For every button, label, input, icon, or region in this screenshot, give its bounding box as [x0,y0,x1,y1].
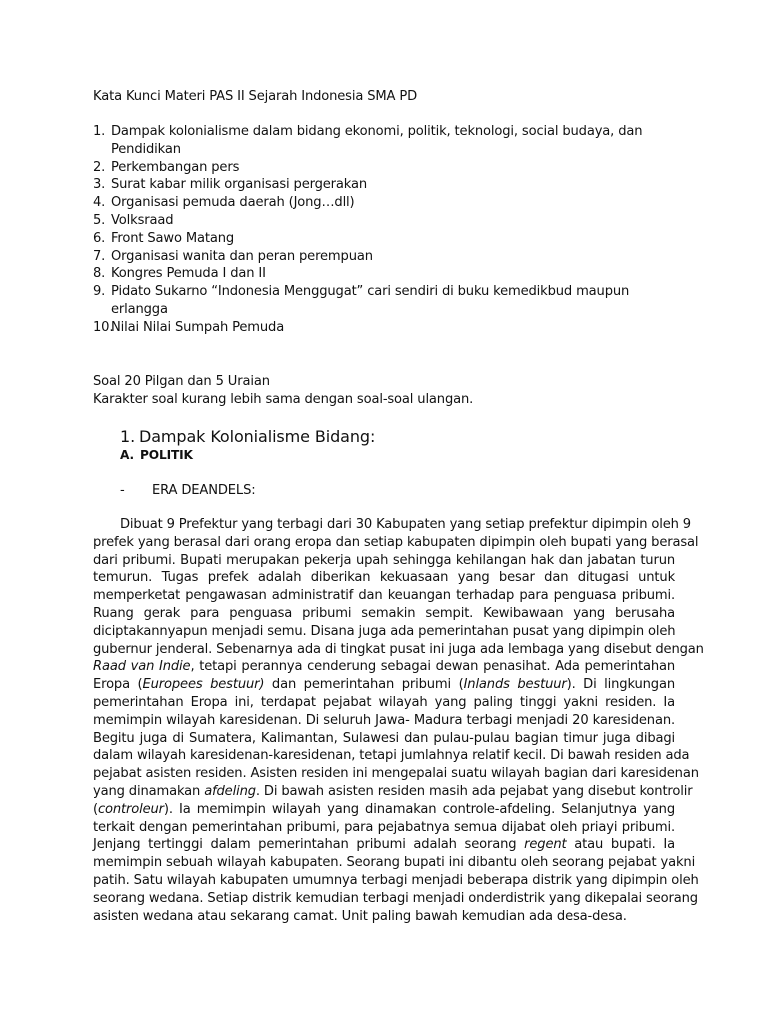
paragraph-line: Ruang gerak para penguasa pribumi semakin sempit. Kewibawaan yang berusaha [93,605,675,621]
keyword-number: 5. [93,212,106,228]
italic-term: controleur [97,801,164,817]
paragraph-line: dalam wilayah karesidenan-karesidenan, tetapi jumlahnya relatif kecil. Di bawah residen ada [93,748,690,764]
paragraph-line: Raad van Indie, tetapi perannya cenderung sebagai dewan penasihat. Ada pemerintahan [93,659,675,675]
keyword-item [93,194,693,212]
keyword-number: 8. [93,266,106,282]
exam-info-line: Karakter soal kurang lebih sama dengan soal-soal ulangan. [93,391,474,407]
subsection-letter: A. [120,448,134,462]
keyword-text: Surat kabar milik organisasi pergerakan [111,177,368,193]
keyword-text: Organisasi pemuda daerah (Jong…dll) [111,195,355,211]
keyword-text: Pidato Sukarno “Indonesia Menggugat” cari sendiri di buku kemedikbud maupun [111,284,630,300]
keyword-text: Perkembangan pers [111,159,240,175]
subsection-title: POLITIK [140,448,193,462]
era-heading [120,482,256,500]
keyword-number: 1. [93,124,106,139]
paragraph-line: Dibuat 9 Prefektur yang terbagi dari 30 Kabupaten yang setiap prefektur dipimpin oleh 9 [120,517,691,532]
keyword-text: Dampak kolonialisme dalam bidang ekonomi, politik, teknologi, social budaya, dan [111,124,643,139]
paragraph-line: prefek yang berasal dari orang eropa dan setiap kabupaten dipimpin oleh bupati yang berasal [93,534,699,550]
italic-term: regent [524,837,567,853]
section-number: 1. [120,427,136,446]
keyword-text: Pendidikan [111,141,181,157]
keyword-number: 4. [93,195,106,211]
keyword-number: 3. [93,177,106,193]
paragraph-line: memperketat pengawasan administratif dan keuangan terhadap para penguasa pribumi. [93,588,675,604]
keyword-item [93,319,693,337]
keyword-item [93,248,693,266]
italic-term: Europees bestuur) [142,677,265,693]
paragraph-line: seorang wedana. Setiap distrik kemudian terbagi menjadi onderdistrik yang dikepalai seorang [93,890,698,906]
keyword-item [93,159,693,177]
document-title: Kata Kunci Materi PAS II Sejarah Indonesia SMA PD [93,89,418,104]
paragraph-line: memimpin wilayah karesidenan. Di seluruh Jawa- Madura terbagi menjadi 20 karesidenan. [93,712,675,728]
keyword-number: 10. [93,319,114,335]
paragraph-line: Eropa (Europees bestuur) dan pemerintahan pribumi (Inlands bestuur). Di lingkungan [93,677,675,693]
paragraph-line: diciptakannyapun menjadi semu. Disana juga ada pemerintahan pusat yang dipimpin oleh [93,623,676,639]
italic-term: Inlands bestuur [463,677,567,693]
subsection-heading [120,447,193,465]
section-title: Dampak Kolonialisme Bidang: [139,427,376,446]
keyword-item [93,265,693,283]
keyword-number: 6. [93,230,106,246]
body-paragraph [93,516,704,925]
keyword-list [93,123,693,337]
keyword-text: erlangga [111,301,168,317]
keyword-item [93,123,693,159]
paragraph-line: Jenjang tertinggi dalam pemerintahan pribumi adalah seorang regent atau bupati. Ia [93,837,675,853]
paragraph-line: pejabat asisten residen. Asisten residen ini mengepalai suatu wilayah bagian dari karesidenan [93,766,699,782]
era-bullet: - [120,483,125,498]
paragraph-line: gubernur jenderal. Sebenarnya ada di tingkat pusat ini juga ada lembaga yang disebut dengan [93,641,704,657]
paragraph-line: terkait dengan pemerintahan pribumi, para pejabatnya semua dijabat oleh priayi pribumi. [93,819,675,835]
keyword-text: Volksraad [111,212,174,228]
keyword-text: Nilai Nilai Sumpah Pemuda [111,319,285,335]
italic-term: afdeling [204,783,256,799]
paragraph-line: temurun. Tugas prefek adalah diberikan kekuasaan yang besar dan ditugasi untuk [93,570,675,586]
exam-info [93,373,693,409]
exam-info-line: Soal 20 Pilgan dan 5 Uraian [93,374,270,389]
keyword-text: Kongres Pemuda I dan II [111,266,266,282]
paragraph-line: Begitu juga di Sumatera, Kalimantan, Sulawesi dan pulau-pulau bagian timur juga dibagi [93,730,675,746]
keyword-item [93,283,693,319]
paragraph-line: (controleur). Ia memimpin wilayah yang dinamakan controle-afdeling. Selanjutnya yang [93,801,675,817]
italic-term: Raad van Indie [93,659,191,675]
keyword-item [93,230,693,248]
paragraph-line: memimpin sebuah wilayah kabupaten. Seorang bupati ini dibantu oleh seorang pejabat yakni [93,855,696,871]
section-heading [120,427,375,447]
paragraph-line: yang dinamakan afdeling. Di bawah asisten residen masih ada pejabat yang disebut kontrolir [93,783,693,799]
paragraph-line: dari pribumi. Bupati merupakan pekerja upah sehingga kehilangan hak dan jabatan turun [93,552,675,568]
era-title: ERA DEANDELS: [152,483,256,498]
keyword-number: 2. [93,159,106,175]
paragraph-line: asisten wedana atau sekarang camat. Unit paling bawah kemudian ada desa-desa. [93,908,627,924]
paragraph-line: patih. Satu wilayah kabupaten umumnya terbagi menjadi beberapa distrik yang dipimpin oleh [93,872,699,888]
keyword-item [93,212,693,230]
keyword-number: 7. [93,248,106,264]
keyword-text: Organisasi wanita dan peran perempuan [111,248,373,264]
keyword-text: Front Sawo Matang [111,230,235,246]
paragraph-line: pemerintahan Eropa ini, terdapat pejabat wilayah yang paling tinggi yakni residen. Ia [93,694,675,710]
keyword-item [93,176,693,194]
keyword-number: 9. [93,284,106,300]
